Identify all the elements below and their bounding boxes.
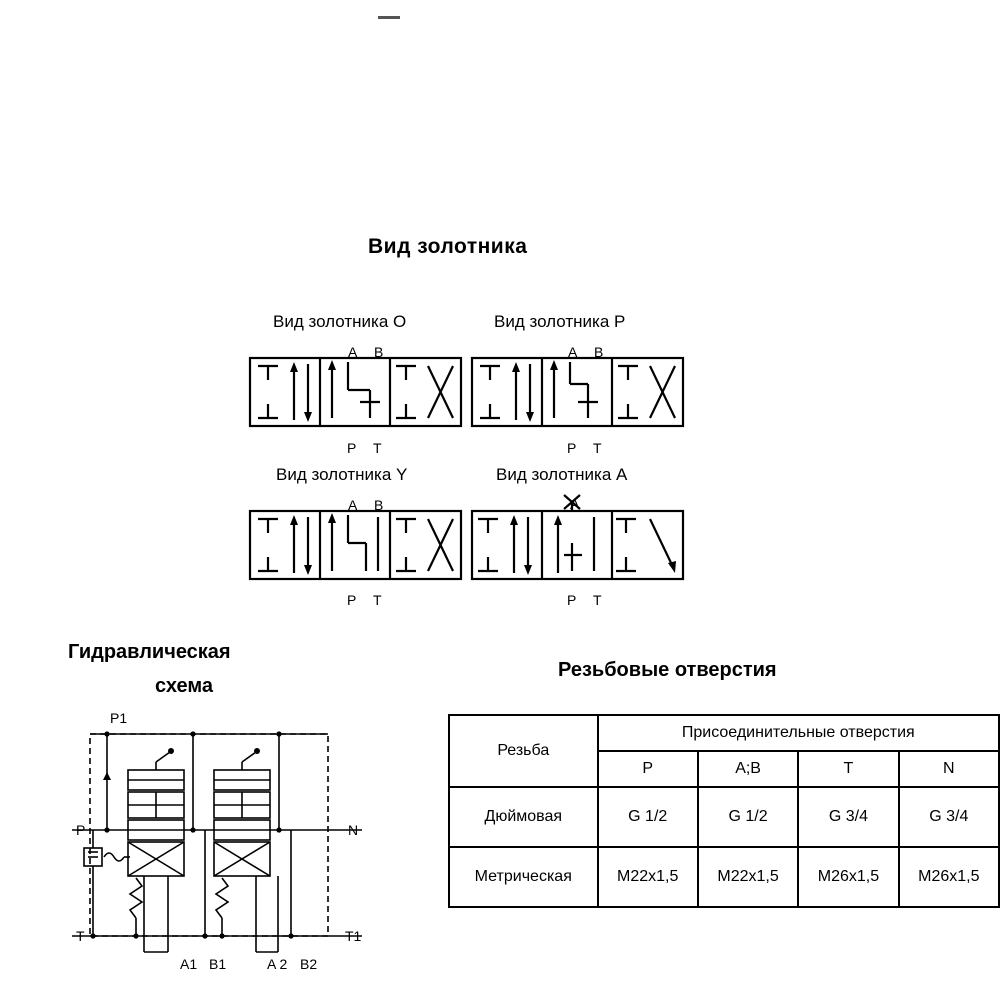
spool-y-label-p: P [347, 592, 357, 608]
page-title: Вид золотника [368, 235, 528, 258]
port-header-t: T [798, 751, 898, 787]
scheme-label-p1: P1 [110, 710, 128, 726]
table-row-metric [449, 847, 999, 907]
spool-y-label-b: B [374, 497, 384, 513]
cell-metric-ab: M22x1,5 [698, 847, 798, 907]
spool-a-label-a: A [570, 496, 580, 512]
table-row-header [449, 715, 999, 751]
cell-inch-t: G 3/4 [798, 787, 898, 847]
cell-metric-t: M26x1,5 [798, 847, 898, 907]
scheme-label-p: P [76, 822, 86, 838]
cell-inch-ab: G 1/2 [698, 787, 798, 847]
spool-a-label-p: P [567, 592, 577, 608]
port-header-n: N [899, 751, 999, 787]
spool-title-a: Вид золотника A [496, 465, 628, 484]
spool-o-label-p: P [347, 440, 357, 456]
spool-p-label-a: A [568, 344, 578, 360]
spool-p-label-t: T [593, 440, 602, 456]
spool-o-label-t: T [373, 440, 382, 456]
scheme-label-a2: A 2 [267, 956, 288, 972]
spool-y-label-a: A [348, 497, 358, 513]
header-thread: Резьба [449, 715, 598, 787]
row-label-inch: Дюймовая [449, 787, 598, 847]
row-label-metric: Метрическая [449, 847, 598, 907]
table-row-inch [449, 787, 999, 847]
scheme-label-b2: B2 [300, 956, 318, 972]
spool-title-y: Вид золотника Y [276, 465, 408, 484]
spool-title-p: Вид золотника P [494, 312, 626, 331]
port-header-ab: A;B [698, 751, 798, 787]
scheme-label-a1: A1 [180, 956, 198, 972]
spool-y-label-t: T [373, 592, 382, 608]
top-dash-marker [378, 16, 400, 19]
spool-title-o: Вид золотника O [273, 312, 407, 331]
spool-diagram-p [470, 340, 685, 450]
scheme-label-t: T [76, 928, 85, 944]
header-connection-holes: Присоединительные отверстия [598, 715, 999, 751]
hydraulic-scheme-diagram [70, 720, 370, 965]
threads-table [448, 714, 1000, 908]
scheme-label-t1: T1 [345, 928, 362, 944]
spool-p-label-b: B [594, 344, 604, 360]
spool-o-label-a: A [348, 344, 358, 360]
scheme-label-b1: B1 [209, 956, 227, 972]
cell-metric-p: M22x1,5 [598, 847, 698, 907]
cell-inch-p: G 1/2 [598, 787, 698, 847]
spool-a-label-t: T [593, 592, 602, 608]
spool-p-label-p: P [567, 440, 577, 456]
cell-metric-n: M26x1,5 [899, 847, 999, 907]
hydraulic-scheme-title-line1: Гидравлическая [68, 641, 231, 663]
port-header-p: P [598, 751, 698, 787]
scheme-label-n: N [348, 822, 359, 838]
spool-o-label-b: B [374, 344, 384, 360]
hydraulic-scheme-title-line2: схема [155, 675, 213, 697]
cell-inch-n: G 3/4 [899, 787, 999, 847]
threaded-holes-title: Резьбовые отверстия [558, 659, 777, 681]
